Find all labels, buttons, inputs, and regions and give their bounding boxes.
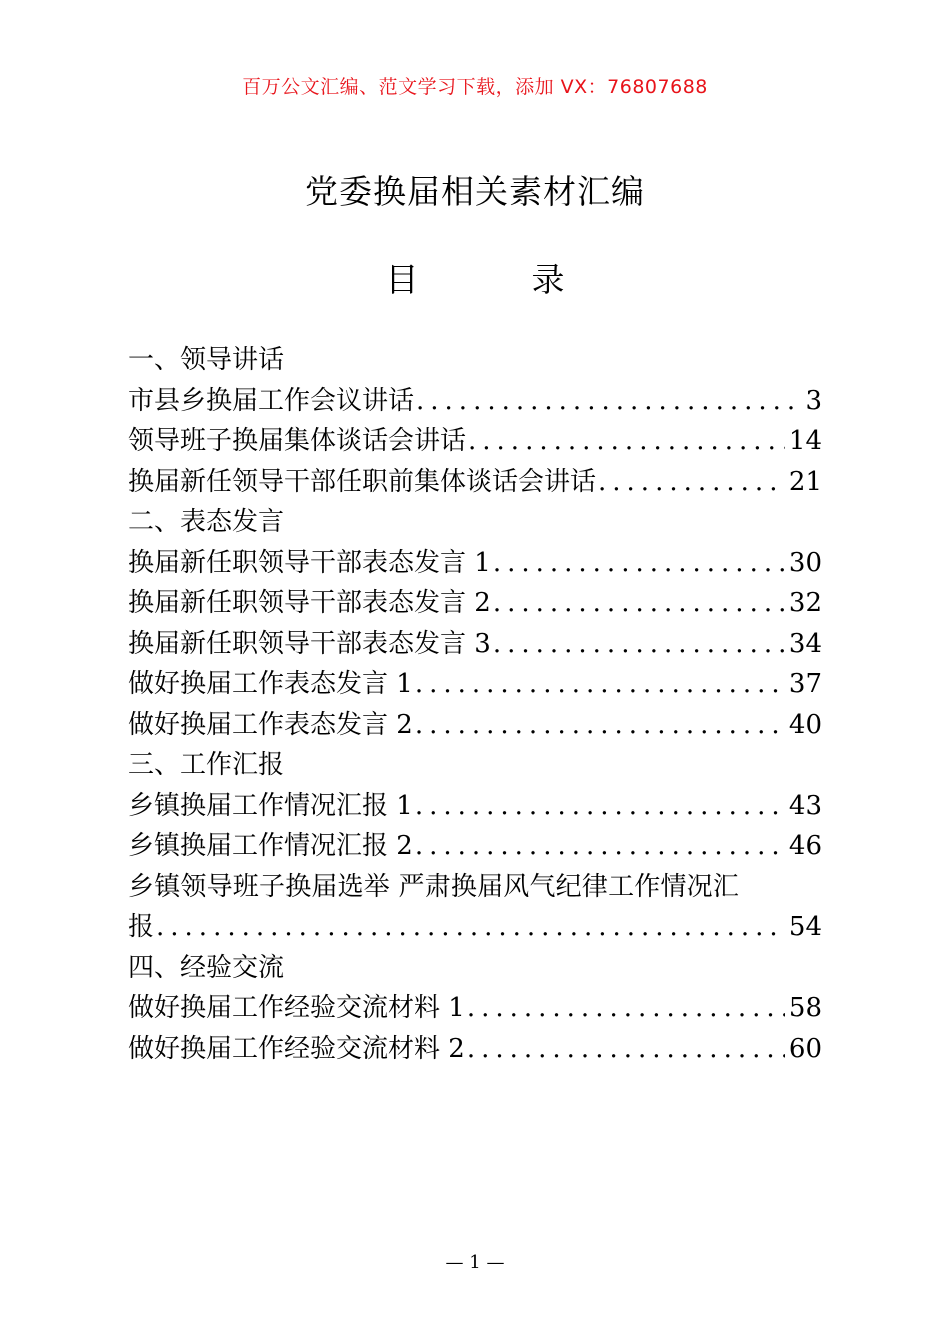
toc-entry-page: 60 <box>788 1033 822 1064</box>
toc-entry-page: 14 <box>788 426 822 456</box>
toc-heading: 目 录 <box>385 260 605 299</box>
toc-entry[interactable] <box>128 421 822 462</box>
toc-entry[interactable] <box>128 462 822 503</box>
toc-entry-label: 报 <box>128 912 155 942</box>
toc-entry-label: 领导班子换届集体谈话会讲话 <box>128 426 467 456</box>
toc-entry-label: 做好换届工作表态发言 2 <box>128 709 413 740</box>
toc-entry[interactable] <box>128 826 822 867</box>
toc-entry-label: 换届新任职领导干部表态发言 2 <box>128 588 491 618</box>
dot-leader <box>493 583 785 624</box>
toc-entry-label: 市县乡换届工作会议讲话 <box>128 385 415 416</box>
toc-entry-label: 乡镇换届工作情况汇报 2 <box>128 831 413 861</box>
toc-entry-label: 做好换届工作表态发言 1 <box>128 669 413 699</box>
toc-entry-page: 37 <box>788 669 822 699</box>
dot-leader <box>493 543 785 584</box>
page-number: — 1 — <box>445 1252 505 1273</box>
section-heading: 二、表态发言 <box>128 507 285 537</box>
toc-entry-page: 34 <box>788 628 822 659</box>
section-heading: 四、经验交流 <box>128 952 285 983</box>
dot-leader <box>493 624 785 665</box>
section-heading: 三、工作汇报 <box>128 750 285 780</box>
toc-entry-page: 32 <box>788 588 822 618</box>
toc-entry-label: 做好换届工作经验交流材料 1 <box>128 993 465 1023</box>
toc-entry-page: 54 <box>788 912 822 942</box>
dot-leader <box>415 786 785 827</box>
toc-entry-page: 40 <box>788 709 822 740</box>
toc-entry[interactable] <box>128 664 822 705</box>
toc-entry-page: 30 <box>788 547 822 578</box>
toc-entry-page: 43 <box>788 790 822 821</box>
toc-entry[interactable] <box>128 786 822 827</box>
toc-entry-page: 58 <box>788 993 822 1023</box>
dot-leader <box>467 988 785 1029</box>
toc-entry[interactable] <box>128 543 822 584</box>
dot-leader <box>467 1029 785 1070</box>
toc-entry-page: 3 <box>805 385 822 416</box>
dot-leader <box>415 705 785 746</box>
toc-entry-page: 21 <box>788 466 822 497</box>
dot-leader <box>598 462 785 503</box>
dot-leader <box>416 381 801 422</box>
toc-entry[interactable] <box>128 1029 822 1070</box>
toc-entry[interactable] <box>128 988 822 1029</box>
toc-entry-label: 换届新任领导干部任职前集体谈话会讲话 <box>128 466 597 497</box>
watermark-banner: 百万公文汇编、范文学习下载，添加 VX：76807688 <box>242 76 708 98</box>
dot-leader <box>415 664 785 705</box>
document-title: 党委换届相关素材汇编 <box>305 172 645 211</box>
dot-leader <box>156 907 785 948</box>
dot-leader <box>415 826 785 867</box>
toc-entry-label: 换届新任职领导干部表态发言 1 <box>128 547 491 578</box>
toc-entry[interactable] <box>128 907 822 948</box>
table-of-contents <box>128 340 822 1069</box>
toc-entry-wrapped-line[interactable]: 乡镇领导班子换届选举 严肃换届风气纪律工作情况汇 <box>128 871 740 902</box>
toc-entry-label: 换届新任职领导干部表态发言 3 <box>128 628 491 659</box>
toc-entry-label: 乡镇换届工作情况汇报 1 <box>128 790 413 821</box>
toc-entry[interactable] <box>128 705 822 746</box>
toc-entry-label: 做好换届工作经验交流材料 2 <box>128 1033 465 1064</box>
toc-entry[interactable] <box>128 624 822 665</box>
toc-entry-page: 46 <box>788 831 822 861</box>
toc-entry[interactable] <box>128 583 822 624</box>
section-heading: 一、领导讲话 <box>128 345 285 375</box>
dot-leader <box>468 421 785 462</box>
toc-entry[interactable] <box>128 381 822 422</box>
